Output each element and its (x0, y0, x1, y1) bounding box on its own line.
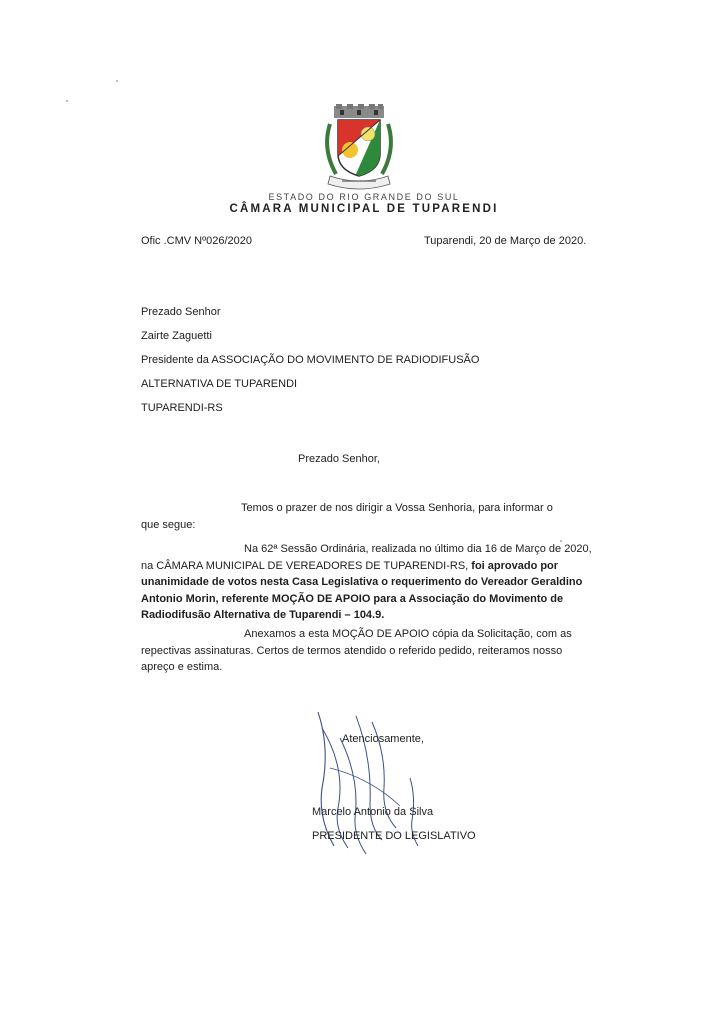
scan-speck (116, 80, 118, 82)
chamber-name: CÂMARA MUNICIPAL DE TUPARENDI (229, 203, 499, 215)
recipient-line-5: TUPARENDI-RS (141, 402, 223, 414)
recipient-line-3: Presidente da ASSOCIAÇÃO DO MOVIMENTO DE RADIODIFUSÃO (141, 354, 480, 366)
recipient-line-2: Zairte Zaguetti (141, 330, 212, 342)
scan-speck (66, 100, 68, 102)
letter-reference: Ofic .CMV Nº026/2020 (141, 235, 253, 247)
signer-title: PRESIDENTE DO LEGISLATIVO (312, 830, 476, 842)
paragraph-approval-text: Na 62ª Sessão Ordinária, realizada no último dia 16 de Março de 2020, na CÂMARA MUNICIPAL DE VEREADORES DE TUPARENDI-RS, (141, 543, 592, 572)
signer-name: Marcelo Antonio da Silva (312, 806, 434, 818)
coat-of-arms-icon (320, 104, 398, 190)
paragraph-approval-bold: foi aprovado por unanimidade de votos nesta Casa Legislativa o requerimento do Vereador Geraldino Antonio Morin, referente MOÇÃO DE APOIO para a Associação do Movimento de Radiodifusão Alternativa de Tuparendi – 104.9. (141, 559, 583, 621)
closing: Atenciosamente, (342, 733, 424, 745)
scan-speck (560, 540, 562, 542)
salutation: Prezado Senhor, (298, 453, 380, 465)
paragraph-intro-text: Temos o prazer de nos dirigir a Vossa Senhoria, para informar o que segue: (141, 502, 553, 531)
state-line: ESTADO DO RIO GRANDE DO SUL (268, 192, 460, 202)
recipient-line-1: Prezado Senhor (141, 306, 221, 318)
letter-date: Tuparendi, 20 de Março de 2020. (424, 235, 587, 247)
paragraph-attachment-text: Anexamos a esta MOÇÃO DE APOIO cópia da Solicitação, com as repectivas assinaturas. Certos de termos atendido o referido pedido, reiteramos nosso apreço e estima. (141, 628, 572, 673)
paragraph-approval (141, 541, 593, 624)
paragraph-intro (141, 500, 571, 534)
paragraph-attachment (141, 626, 593, 676)
recipient-line-4: ALTERNATIVA DE TUPARENDI (141, 378, 298, 390)
